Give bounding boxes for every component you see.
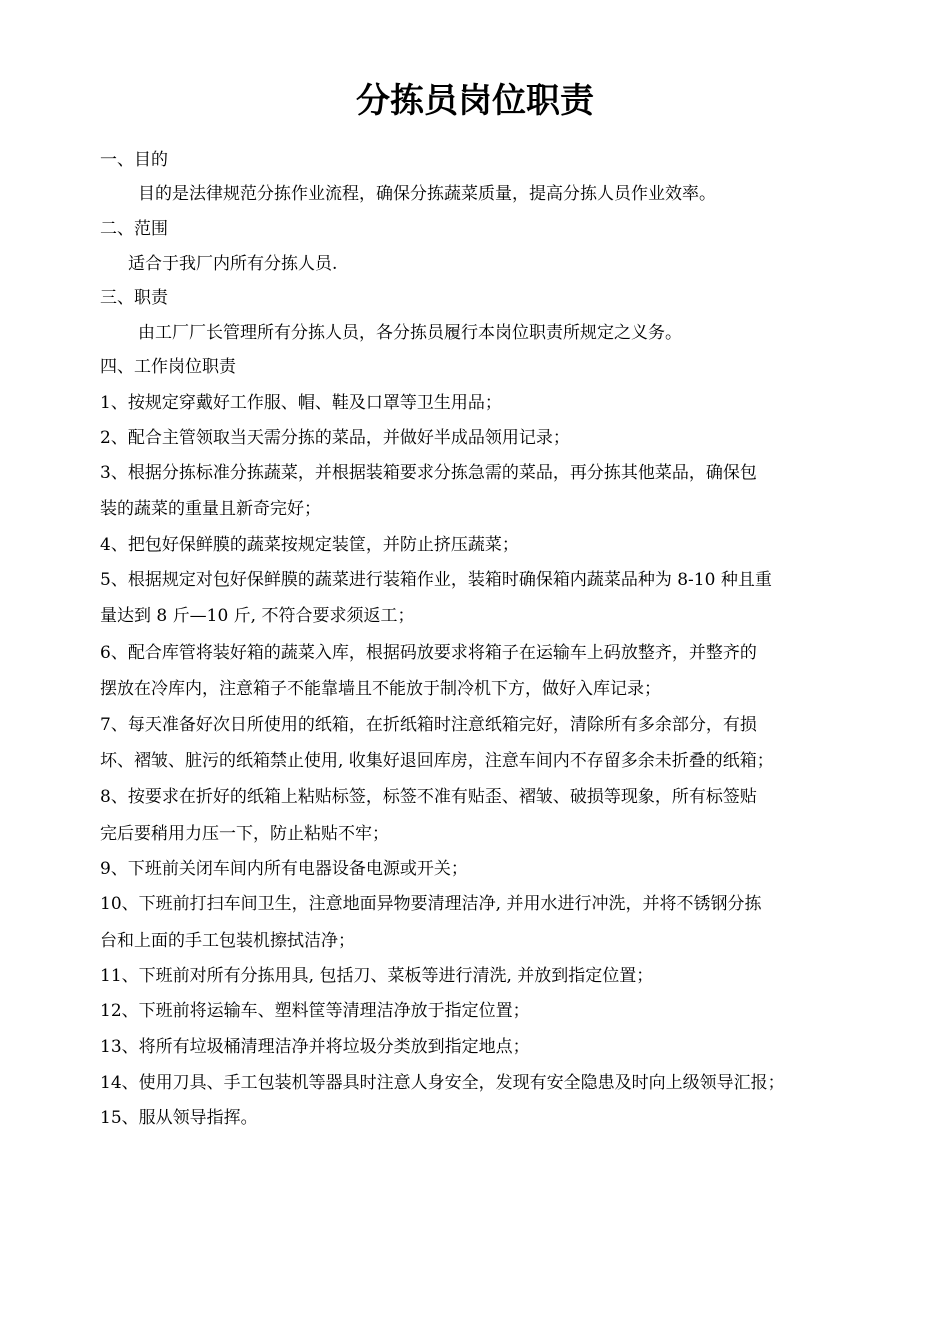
duty-line: 10、下班前打扫车间卫生，注意地面异物要清理洁净, 并用水进行冲洗，并将不锈钢分拣: [100, 894, 762, 914]
duty-line: 1、按规定穿戴好工作服、帽、鞋及口罩等卫生用品；: [100, 393, 502, 413]
duty-line: 8、按要求在折好的纸箱上粘贴标签，标签不准有贴歪、褶皱、破损等现象，所有标签贴: [100, 787, 757, 807]
section-heading-purpose: 一、目的: [100, 150, 168, 170]
duty-line: 量达到 8 斤—10 斤, 不符合要求须返工；: [100, 606, 415, 626]
duty-line: 15、服从领导指挥。: [100, 1108, 258, 1128]
duty-line: 摆放在冷库内，注意箱子不能靠墙且不能放于制冷机下方，做好入库记录；: [100, 679, 661, 699]
duty-line: 13、将所有垃圾桶清理洁净并将垃圾分类放到指定地点；: [100, 1037, 530, 1057]
duty-line: 5、根据规定对包好保鲜膜的蔬菜进行装箱作业，装箱时确保箱内蔬菜品种为 8-10 种且重: [100, 570, 772, 590]
duty-line: 6、配合库管将装好箱的蔬菜入库，根据码放要求将箱子在运输车上码放整齐，并整齐的: [100, 643, 757, 663]
purpose-text: 目的是法律规范分拣作业流程，确保分拣蔬菜质量，提高分拣人员作业效率。: [138, 184, 716, 204]
duty-line: 12、下班前将运输车、塑料筐等清理洁净放于指定位置；: [100, 1001, 530, 1021]
duty-line: 完后要稍用力压一下，防止粘贴不牢；: [100, 824, 389, 844]
duty-line: 4、把包好保鲜膜的蔬菜按规定装筐，并防止挤压蔬菜；: [100, 535, 519, 555]
section-heading-responsibility: 三、职责: [100, 288, 168, 308]
duty-line: 台和上面的手工包装机擦拭洁净；: [100, 931, 355, 951]
duty-line: 装的蔬菜的重量且新奇完好；: [100, 499, 321, 519]
duty-line: 3、根据分拣标准分拣蔬菜，并根据装箱要求分拣急需的菜品，再分拣其他菜品，确保包: [100, 463, 757, 483]
document-title: 分拣员岗位职责: [356, 81, 594, 121]
duty-line: 14、使用刀具、手工包装机等器具时注意人身安全，发现有安全隐患及时向上级领导汇报；: [100, 1073, 785, 1093]
duty-line: 坏、褶皱、脏污的纸箱禁止使用, 收集好退回库房，注意车间内不存留多余未折叠的纸箱；: [100, 751, 774, 771]
responsibility-text: 由工厂厂长管理所有分拣人员，各分拣员履行本岗位职责所规定之义务。: [138, 323, 682, 343]
section-heading-duties: 四、工作岗位职责: [100, 357, 236, 377]
duty-line: 11、下班前对所有分拣用具, 包括刀、菜板等进行清洗, 并放到指定位置；: [100, 966, 654, 986]
scope-text: 适合于我厂内所有分拣人员.: [128, 254, 338, 274]
duty-line: 9、下班前关闭车间内所有电器设备电源或开关；: [100, 859, 468, 879]
section-heading-scope: 二、范围: [100, 219, 168, 239]
duty-line: 7、每天准备好次日所使用的纸箱，在折纸箱时注意纸箱完好，清除所有多余部分，有损: [100, 715, 757, 735]
duty-line: 2、配合主管领取当天需分拣的菜品，并做好半成品领用记录；: [100, 428, 570, 448]
